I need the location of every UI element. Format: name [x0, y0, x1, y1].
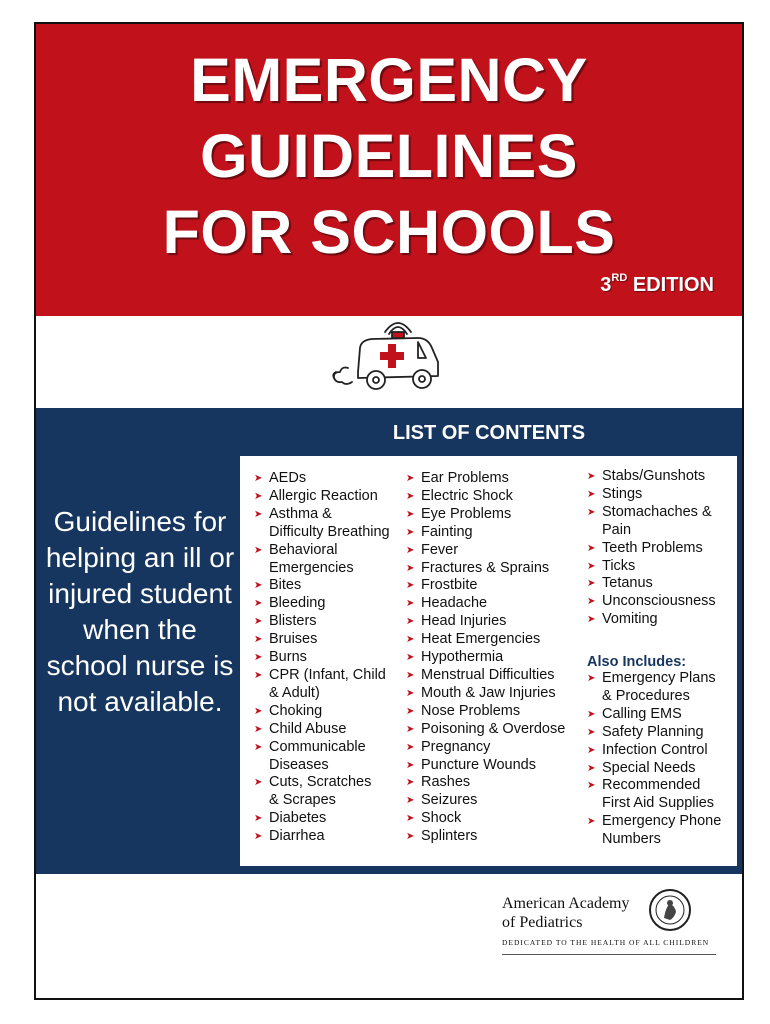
contents-col2-item: ➤ Seizures	[406, 792, 565, 810]
contents-col2-item: ➤ Head Injuries	[406, 613, 565, 631]
contents-section	[36, 408, 742, 874]
contents-col1-item: Difficulty Breathing	[269, 523, 390, 540]
also-includes-item: ➤ Emergency Phone	[587, 813, 721, 831]
also-includes-item: ➤ Recommended	[587, 777, 721, 795]
contents-col1-item: ➤ Child Abuse	[254, 721, 390, 739]
cover-page	[34, 22, 744, 1000]
contents-col2-item: ➤ Fever	[406, 542, 565, 560]
contents-col3-item: ➤ Tetanus	[587, 575, 716, 593]
also-includes-list	[587, 670, 721, 849]
title-line-2: GUIDELINES	[200, 122, 578, 190]
also-includes-item: & Procedures	[602, 687, 690, 704]
ambulance-icon	[328, 322, 448, 398]
edition-label	[600, 274, 714, 297]
org-tagline: DEDICATED TO THE HEALTH OF ALL CHILDREN	[502, 938, 710, 947]
contents-col2-item: ➤ Rashes	[406, 774, 565, 792]
also-includes-item: Numbers	[602, 831, 661, 848]
also-includes-heading: Also Includes:	[587, 654, 687, 670]
aap-logo	[502, 886, 722, 962]
contents-col3-item: ➤ Unconsciousness	[587, 593, 716, 611]
contents-col1-item: Diseases	[269, 756, 329, 773]
contents-col3-item: ➤ Vomiting	[587, 611, 716, 629]
contents-col2-item: ➤ Fractures & Sprains	[406, 560, 565, 578]
divider	[502, 954, 716, 955]
contents-col2-item: ➤ Fainting	[406, 524, 565, 542]
contents-col2-item: ➤ Heat Emergencies	[406, 631, 565, 649]
title-line-3: FOR SCHOOLS	[162, 198, 616, 266]
contents-col2-item: ➤ Electric Shock	[406, 488, 565, 506]
contents-col2-item: ➤ Nose Problems	[406, 703, 565, 721]
contents-col3-item: Pain	[602, 521, 632, 538]
contents-col2-item: ➤ Poisoning & Overdose	[406, 721, 565, 739]
org-name	[502, 894, 630, 932]
contents-column-3	[587, 468, 716, 629]
contents-col2-item: ➤ Splinters	[406, 828, 565, 846]
contents-col1-item: ➤ AEDs	[254, 470, 390, 488]
contents-col1-item: ➤ Diabetes	[254, 810, 390, 828]
also-includes-item: ➤ Safety Planning	[587, 724, 721, 742]
contents-col1-item: Emergencies	[269, 559, 354, 576]
contents-col1-item: ➤ CPR (Infant, Child	[254, 667, 390, 685]
contents-col3-item: ➤ Stings	[587, 486, 716, 504]
guidelines-statement: Guidelines for helping an ill or injured student when the school nurse is not available.	[45, 506, 235, 717]
contents-col2-item: ➤ Menstrual Difficulties	[406, 667, 565, 685]
contents-col2-item: ➤ Hypothermia	[406, 649, 565, 667]
page-title	[36, 42, 742, 270]
contents-col2-item: ➤ Headache	[406, 595, 565, 613]
contents-col2-item: ➤ Puncture Wounds	[406, 757, 565, 775]
also-includes-item: ➤ Emergency Plans	[587, 670, 721, 688]
contents-col2-item: ➤ Pregnancy	[406, 739, 565, 757]
contents-col1-item: ➤ Bleeding	[254, 595, 390, 613]
contents-col3-item: ➤ Stabs/Gunshots	[587, 468, 716, 486]
also-includes-item: ➤ Calling EMS	[587, 706, 721, 724]
contents-col1-item: ➤ Choking	[254, 703, 390, 721]
contents-panel	[240, 456, 737, 866]
contents-col1-item: ➤ Cuts, Scratches	[254, 774, 390, 792]
edition-suffix: RD	[611, 272, 628, 284]
contents-col2-item: ➤ Mouth & Jaw Injuries	[406, 685, 565, 703]
contents-col1-item: ➤ Burns	[254, 649, 390, 667]
contents-col1-item: ➤ Behavioral	[254, 542, 390, 560]
contents-col1-item: ➤ Diarrhea	[254, 828, 390, 846]
contents-col1-item: ➤ Allergic Reaction	[254, 488, 390, 506]
also-includes-item: ➤ Infection Control	[587, 742, 721, 760]
org-name-line-2: of Pediatrics	[502, 914, 583, 931]
contents-col3-item: ➤ Stomachaches &	[587, 504, 716, 522]
org-name-line-1: American Academy	[502, 895, 630, 912]
contents-col1-item: ➤ Bruises	[254, 631, 390, 649]
edition-text: EDITION	[632, 274, 714, 296]
contents-heading: LIST OF CONTENTS	[392, 422, 586, 444]
contents-col3-item: ➤ Ticks	[587, 558, 716, 576]
contents-col2-item: ➤ Frostbite	[406, 577, 565, 595]
contents-col1-item: ➤ Asthma &	[254, 506, 390, 524]
contents-col1-item: ➤ Bites	[254, 577, 390, 595]
contents-col2-item: ➤ Shock	[406, 810, 565, 828]
title-banner	[36, 24, 742, 316]
contents-col2-item: ➤ Eye Problems	[406, 506, 565, 524]
contents-col1-item: ➤ Communicable	[254, 739, 390, 757]
contents-col1-item: & Scrapes	[269, 792, 336, 809]
contents-col2-item: ➤ Ear Problems	[406, 470, 565, 488]
contents-col1-item: ➤ Blisters	[254, 613, 390, 631]
contents-col3-item: ➤ Teeth Problems	[587, 540, 716, 558]
title-line-1: EMERGENCY	[190, 46, 588, 114]
also-includes-item: First Aid Supplies	[602, 795, 715, 812]
contents-col1-item: & Adult)	[269, 684, 320, 701]
contents-column-2	[406, 470, 565, 846]
edition-number: 3	[600, 274, 612, 296]
contents-column-1	[254, 470, 390, 846]
aap-seal-icon	[648, 888, 692, 932]
also-includes-item: ➤ Special Needs	[587, 760, 721, 778]
